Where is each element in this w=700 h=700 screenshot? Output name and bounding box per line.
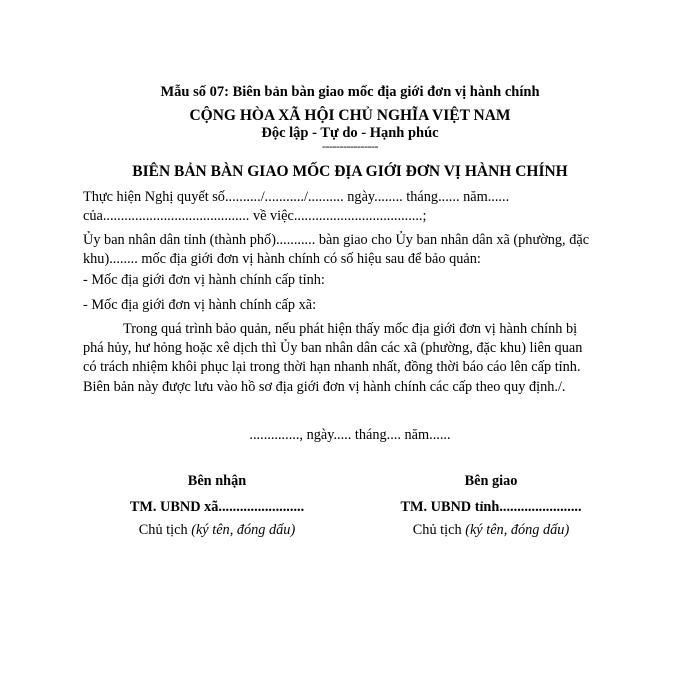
paragraph-line: khu)........ mốc địa giới đơn vị hành chính có số hiệu sau để bảo quản: bbox=[83, 251, 481, 267]
receiver-signature-line bbox=[87, 522, 347, 539]
date-line: .............., ngày..... tháng.... năm...... bbox=[249, 427, 451, 443]
nation-heading: CỘNG HÒA XÃ HỘI CHỦ NGHĨA VIỆT NAM bbox=[189, 107, 511, 124]
receiver-title: Chủ tịch bbox=[138, 522, 188, 538]
giver-org: TM. UBND tỉnh....................... bbox=[400, 499, 582, 515]
heading-rule: ---------------- bbox=[322, 139, 378, 153]
document-title: BIÊN BẢN BÀN GIAO MỐC ĐỊA GIỚI ĐƠN VỊ HÀNH CHÍNH bbox=[132, 163, 568, 180]
receiver-role: Bên nhận bbox=[187, 473, 247, 489]
paragraph-archive: Biên bản này được lưu vào hồ sơ địa giới đơn vị hành chính các cấp theo quy định./. bbox=[83, 379, 566, 395]
paragraph-line: Ủy ban nhân dân tỉnh (thành phố)........... bàn giao cho Ủy ban nhân dân xã (phường, đặc bbox=[83, 232, 590, 248]
form-title: Mẫu số 07: Biên bản bàn giao mốc địa giới đơn vị hành chính bbox=[160, 84, 540, 100]
paragraph-line: Trong quá trình bảo quản, nếu phát hiện thấy mốc địa giới đơn vị hành chính bị bbox=[123, 321, 578, 337]
item-commune-marker: - Mốc địa giới đơn vị hành chính cấp xã: bbox=[83, 297, 317, 313]
paragraph-line: có trách nhiệm khôi phục lại trong thời hạn nhanh nhất, đồng thời báo cáo lên cấp tỉnh. bbox=[83, 359, 581, 375]
paragraph-preservation bbox=[83, 320, 643, 377]
paragraph-resolution bbox=[83, 188, 643, 226]
giver-signature-line bbox=[361, 522, 621, 539]
paragraph-line: Thực hiện Nghị quyết số........../.........../.......... ngày........ tháng...... năm...... bbox=[83, 189, 510, 205]
giver-sign-note: (ký tên, đóng dấu) bbox=[465, 522, 570, 538]
receiver-org: TM. UBND xã........................ bbox=[129, 499, 305, 515]
paragraph-line: của......................................... về việc....................................; bbox=[83, 208, 427, 224]
receiver-sign-note: (ký tên, đóng dấu) bbox=[191, 522, 296, 538]
item-province-marker: - Mốc địa giới đơn vị hành chính cấp tỉnh: bbox=[83, 272, 325, 288]
paragraph-handover bbox=[83, 231, 643, 269]
giver-title: Chủ tịch bbox=[412, 522, 462, 538]
motto: Độc lập - Tự do - Hạnh phúc bbox=[261, 125, 439, 141]
giver-role: Bên giao bbox=[464, 473, 518, 489]
paragraph-line: phá hủy, hư hỏng hoặc xê dịch thì Ủy ban nhân dân các xã (phường, đặc khu) liên quan bbox=[83, 340, 583, 356]
